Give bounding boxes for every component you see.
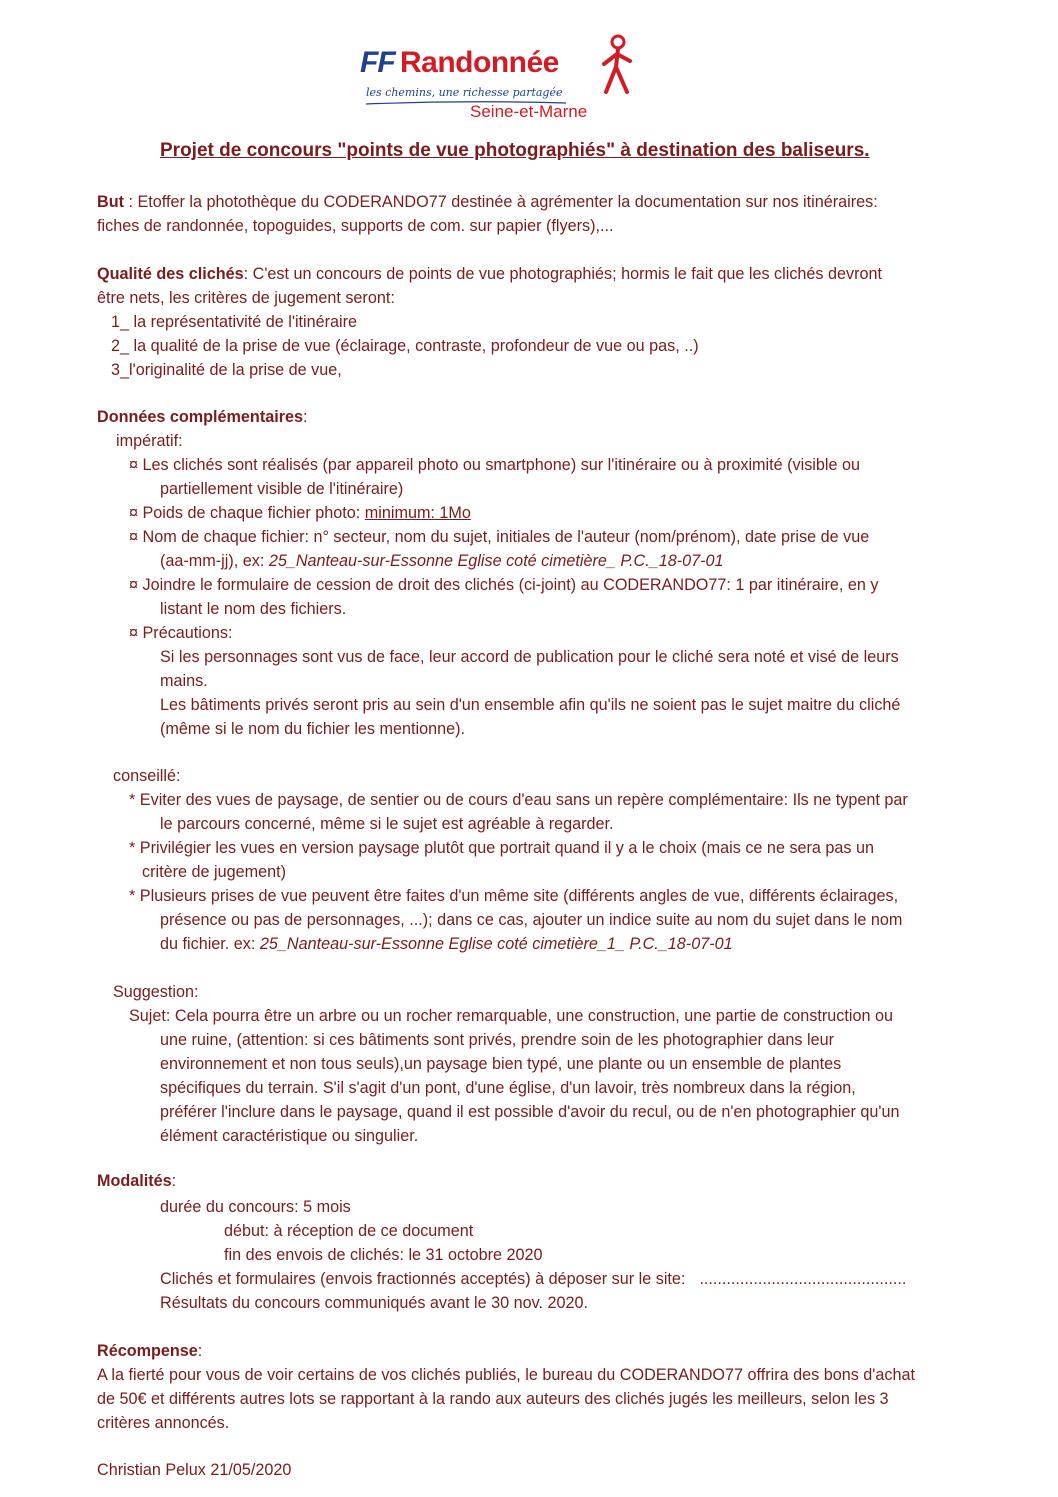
conseille-label: conseillé: (113, 767, 181, 785)
donnees-heading: Données complémentaires: (97, 408, 308, 426)
precaution-line: Les bâtiments privés seront pris au sein d'un ensemble afin qu'ils ne soient pas le sujet maitre du cliché (160, 696, 901, 714)
ffrandonnee-logo (360, 34, 650, 126)
page-title: Projet de concours "points de vue photographiés" à destination des baliseurs. (160, 140, 870, 161)
suggestion-line: spécifiques du terrain. S'il s'agit d'un pont, d'une église, d'un lavoir, très nombreux dans la région, (160, 1079, 856, 1097)
recompense-line: A la fierté pour vous de voir certains de vos clichés publiés, le bureau du CODERANDO77 offrira des bons d'achat (97, 1366, 915, 1384)
imperatif-item-3: ¤ Nom de chaque fichier: n° secteur, nom du sujet, initiales de l'auteur (nom/prénom), date prise de vue (129, 528, 870, 546)
logo-tagline: les chemins, une richesse partagée (366, 86, 563, 99)
conseille-item-3: * Plusieurs prises de vue peuvent être faites d'un même site (différents angles de vue, différents éclairages, (129, 887, 899, 905)
suggestion-line: préférer l'inclure dans le paysage, quand il est possible d'avoir du recul, ou de n'en photographier qu'un (160, 1103, 900, 1121)
suggestion-line: Sujet: Cela pourra être un arbre ou un rocher remarquable, une construction, une partie de construction ou (129, 1007, 893, 1025)
modalite-line: début: à réception de ce document (224, 1222, 474, 1240)
logo-name: Randonnée (400, 46, 559, 79)
recompense-heading: Récompense: (97, 1342, 203, 1360)
logo-ff: FF (360, 46, 395, 79)
imperatif-item-5: ¤ Précautions: (129, 624, 233, 642)
but-line-1: But : Etoffer la photothèque du CODERANDO77 destinée à agrémenter la documentation sur nos itinéraires: (97, 193, 878, 211)
modalite-line: Résultats du concours communiqués avant le 30 nov. 2020. (160, 1294, 589, 1312)
suggestion-line: une ruine, (attention: si ces bâtiments sont privés, prendre soin de les photographier dans leur (160, 1031, 834, 1049)
modalite-line: fin des envois de clichés: le 31 octobre 2020 (224, 1246, 543, 1264)
modalite-line: Clichés et formulaires (envois fractionnés acceptés) à déposer sur le site: .............................................. (160, 1270, 907, 1288)
suggestion-line: environnement et non tous seuls),un paysage bien typé, une plante ou un ensemble de plantes (160, 1055, 842, 1073)
imperatif-item-3-cont: (aa-mm-jj), ex: 25_Nanteau-sur-Essonne Eglise coté cimetière_ P.C._18-07-01 (160, 552, 724, 570)
conseille-item-3-cont: présence ou pas de personnages, ...); dans ce cas, ajouter un indice suite au nom du sujet dans le nom (160, 911, 903, 929)
imperatif-label: impératif: (116, 432, 183, 450)
modalites-heading: Modalités: (97, 1172, 177, 1190)
precaution-line: Si les personnages sont vus de face, leur accord de publication pour le cliché sera noté et visé de leurs (160, 648, 899, 666)
imperatif-item-4: ¤ Joindre le formulaire de cession de droit des clichés (ci-joint) au CODERANDO77: 1 par itinéraire, en y (129, 576, 879, 594)
imperatif-item-1: ¤ Les clichés sont réalisés (par appareil photo ou smartphone) sur l'itinéraire ou à proximité (visible ou (129, 456, 860, 474)
recompense-line: critères annoncés. (97, 1414, 230, 1432)
conseille-item-1-cont: le parcours concerné, même si le sujet est agréable à regarder. (160, 815, 614, 833)
qualite-line-1: Qualité des clichés: C'est un concours de points de vue photographiés; hormis le fait que les clichés devront (97, 265, 883, 283)
precaution-line: mains. (160, 672, 208, 690)
criteria-item: 2_ la qualité de la prise de vue (éclairage, contraste, profondeur de vue ou pas, ..) (111, 337, 699, 355)
precaution-line: (même si le nom du fichier les mentionne). (160, 720, 465, 738)
hiker-icon (596, 34, 640, 96)
imperatif-item-2: ¤ Poids de chaque fichier photo: minimum: 1Mo (129, 504, 471, 522)
logo-region: Seine-et-Marne (470, 102, 588, 121)
criteria-item: 1_ la représentativité de l'itinéraire (111, 313, 358, 331)
modalite-line: durée du concours: 5 mois (160, 1198, 351, 1216)
conseille-item-2: * Privilégier les vues en version paysage plutôt que portrait quand il y a le choix (mais ce ne sera pas un (129, 839, 875, 857)
conseille-item-1: * Eviter des vues de paysage, de sentier ou de cours d'eau sans un repère complémentaire: Ils ne typent par (129, 791, 908, 809)
criteria-item: 3_l'originalité de la prise de vue, (111, 361, 342, 379)
qualite-line-2: être nets, les critères de jugement seront: (97, 289, 395, 307)
imperatif-item-1-cont: partiellement visible de l'itinéraire) (160, 480, 404, 498)
but-line-2: fiches de randonnée, topoguides, supports de com. sur papier (flyers),... (97, 217, 614, 235)
signature: Christian Pelux 21/05/2020 (97, 1461, 292, 1479)
conseille-item-2-cont: critère de jugement) (142, 863, 286, 881)
suggestion-line: élément caractéristique ou singulier. (160, 1127, 419, 1145)
recompense-line: de 50€ et différents autres lots se rapportant à la rando aux auteurs des clichés jugés les meilleurs, selon les 3 (97, 1390, 889, 1408)
imperatif-item-4-cont: listant le nom des fichiers. (160, 600, 347, 618)
suggestion-label: Suggestion: (113, 983, 199, 1001)
conseille-item-3-cont: du fichier. ex: 25_Nanteau-sur-Essonne Eglise coté cimetière_1_ P.C._18-07-01 (160, 935, 733, 953)
